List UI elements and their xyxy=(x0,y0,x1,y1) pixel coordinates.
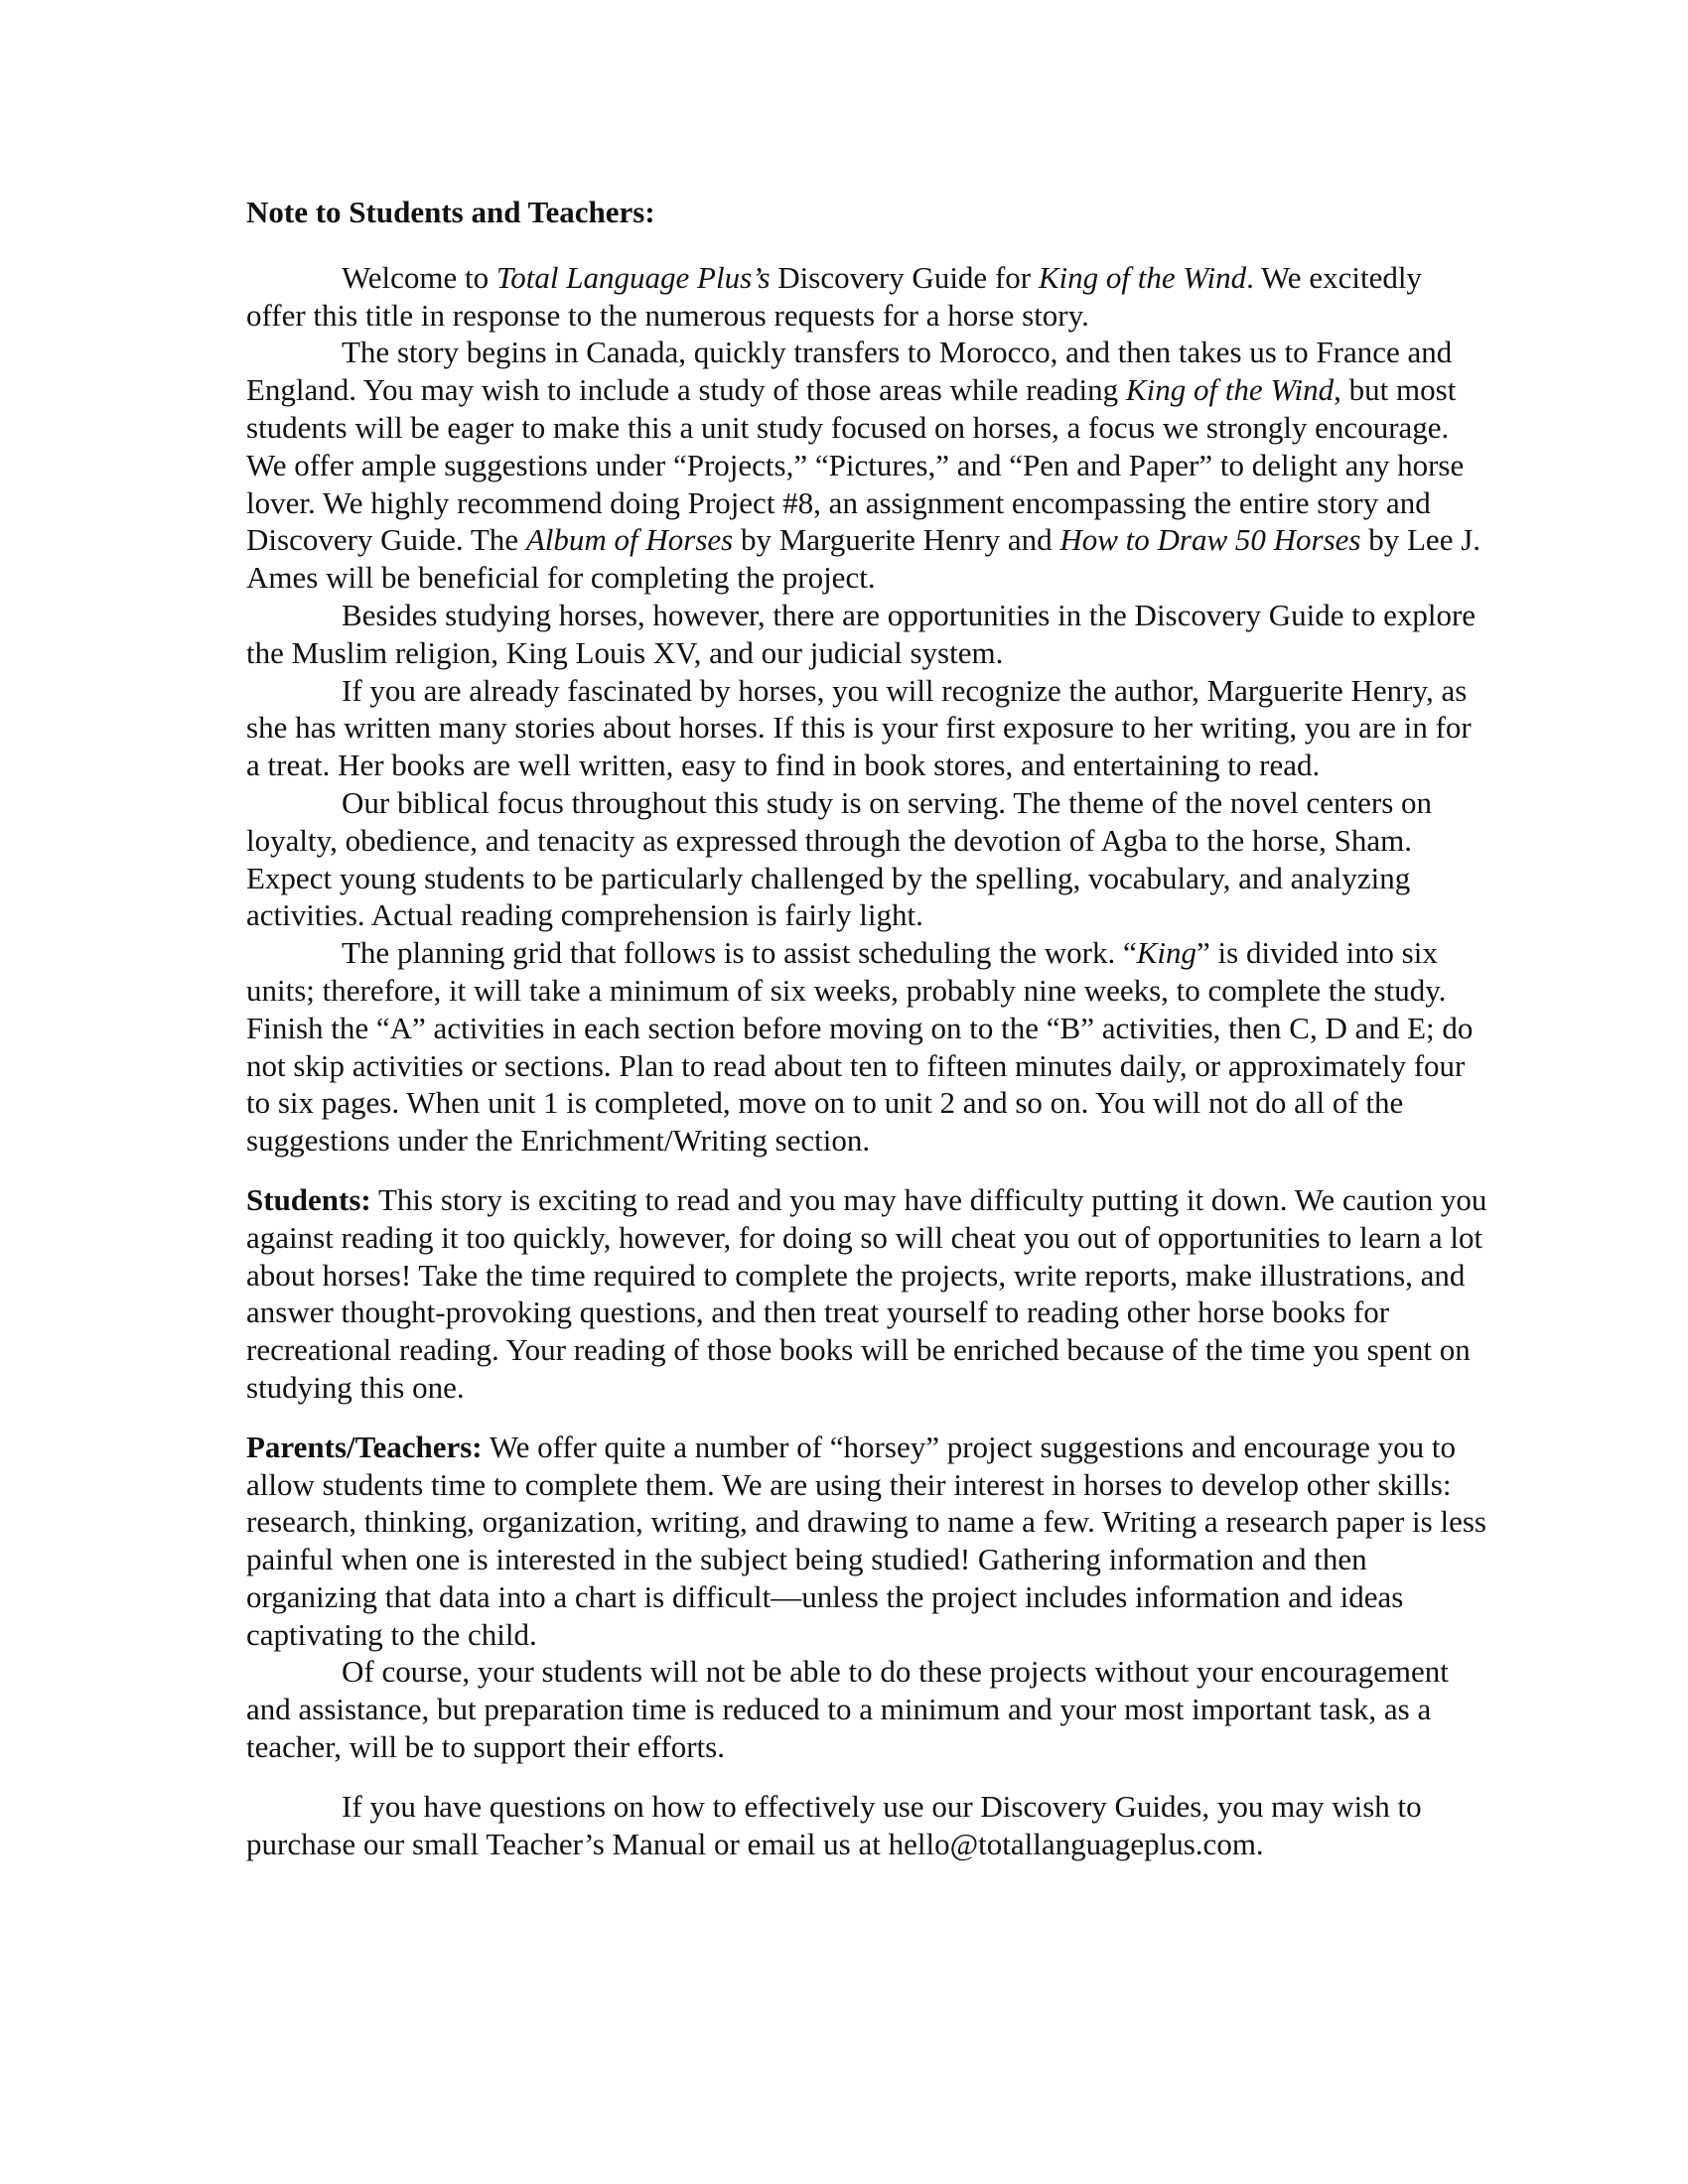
parents-teachers-label: Parents/Teachers: xyxy=(246,1429,483,1464)
italic-run: King of the Wind xyxy=(1125,372,1335,408)
text-run: The story begins in Canada, quickly transfers to Morocco, and then takes us to France and England. You may wish to include a study of those areas while reading xyxy=(246,335,1453,408)
italic-run: Total Language Plus’s xyxy=(495,259,771,295)
text-run: ” is divided into six units; therefore, it will take a minimum of six weeks, probably nine weeks, to complete the study. Finish the “A” activities in each section before moving on to the “B” activities, then C, D and E; do not skip activities or sections. Plan to read about ten to fifteen minutes daily, or approximately four to six pages. When unit 1 is completed, move on to unit 2 and so on. You will not do all of the suggestions under the Enrichment/Writing section. xyxy=(246,935,1474,1159)
text-run: Welcome to xyxy=(342,259,496,295)
italic-run: King of the Wind xyxy=(1038,259,1247,295)
text-run: The planning grid that follows is to assist scheduling the work. “ xyxy=(342,935,1137,971)
text-run: Discovery Guide for xyxy=(770,259,1039,295)
page-heading: Note to Students and Teachers: xyxy=(246,195,655,229)
planning-grid-paragraph xyxy=(246,934,1487,1160)
text-run: . We excitedly offer this title in response to the numerous requests for a horse story. xyxy=(246,259,1422,333)
students-label: Students: xyxy=(246,1181,371,1217)
italic-run: King xyxy=(1136,935,1197,971)
students-paragraph xyxy=(246,1181,1487,1407)
welcome-paragraph xyxy=(246,259,1487,335)
text-run: by Lee J. Ames will be beneficial for completing the project. xyxy=(246,522,1481,596)
text-run: , but most students will be eager to make this a unit study focused on horses, a focus we strongly encourage. We offer ample suggestions under “Projects,” “Pictures,” and “Pen and Paper” to delight any horse lover. We highly recommend doing Project #8, an assignment encompassing the entire story and Discovery Guide. The xyxy=(246,372,1465,558)
author-paragraph: If you are already fascinated by horses, you will recognize the author, Marguerite Henry, as she has written many stories about horses. If this is your first exposure to her writing, you are in for a treat. Her books are well written, easy to find in book stores, and entertaining to read. xyxy=(246,672,1472,783)
story-paragraph xyxy=(246,334,1487,597)
text-run: by Marguerite Henry and xyxy=(733,522,1060,558)
document-page xyxy=(246,194,1487,1862)
text-run: We offer quite a number of “horsey” project suggestions and encourage you to allow students time to complete them. We are using their interest in horses to develop other skills: research, thinking, organization, writing, and drawing to name a few. Writing a research paper is less painful when one is interested in the subject being studied! Gathering information and then organizing that data into a chart is difficult—unless the project includes information and ideas captivating to the child. xyxy=(246,1429,1486,1652)
questions-paragraph: If you have questions on how to effectively use our Discovery Guides, you may wish to purchase our small Teacher’s Manual or email us at hello@totallanguageplus.com. xyxy=(246,1788,1422,1861)
opportunities-paragraph: Besides studying horses, however, there are opportunities in the Discovery Guide to explore the Muslim religion, King Louis XV, and our judicial system. xyxy=(246,597,1477,670)
parents-teachers-paragraph xyxy=(246,1429,1487,1654)
encouragement-paragraph: Of course, your students will not be able to do these projects without your encouragement and assistance, but preparation time is reduced to a minimum and your most important task, as a teacher, will be to support their efforts. xyxy=(246,1654,1449,1765)
italic-run: How to Draw 50 Horses xyxy=(1059,522,1361,558)
italic-run: Album of Horses xyxy=(525,522,734,558)
text-run: This story is exciting to read and you may have difficulty putting it down. We caution you against reading it too quickly, however, for doing so will cheat you out of opportunities to learn a lot about horses! Take the time required to complete the projects, write reports, make illustrations, and answer thought-provoking questions, and then treat yourself to reading other horse books for recreational reading. Your reading of those books will be enriched because of the time you spent on studying this one. xyxy=(246,1181,1487,1405)
biblical-focus-paragraph: Our biblical focus throughout this study is on serving. The theme of the novel centers on loyalty, obedience, and tenacity as expressed through the devotion of Agba to the horse, Sham. Expect young students to be particularly challenged by the spelling, vocabulary, and analyzing activities. Actual reading comprehension is fairly light. xyxy=(246,784,1433,933)
